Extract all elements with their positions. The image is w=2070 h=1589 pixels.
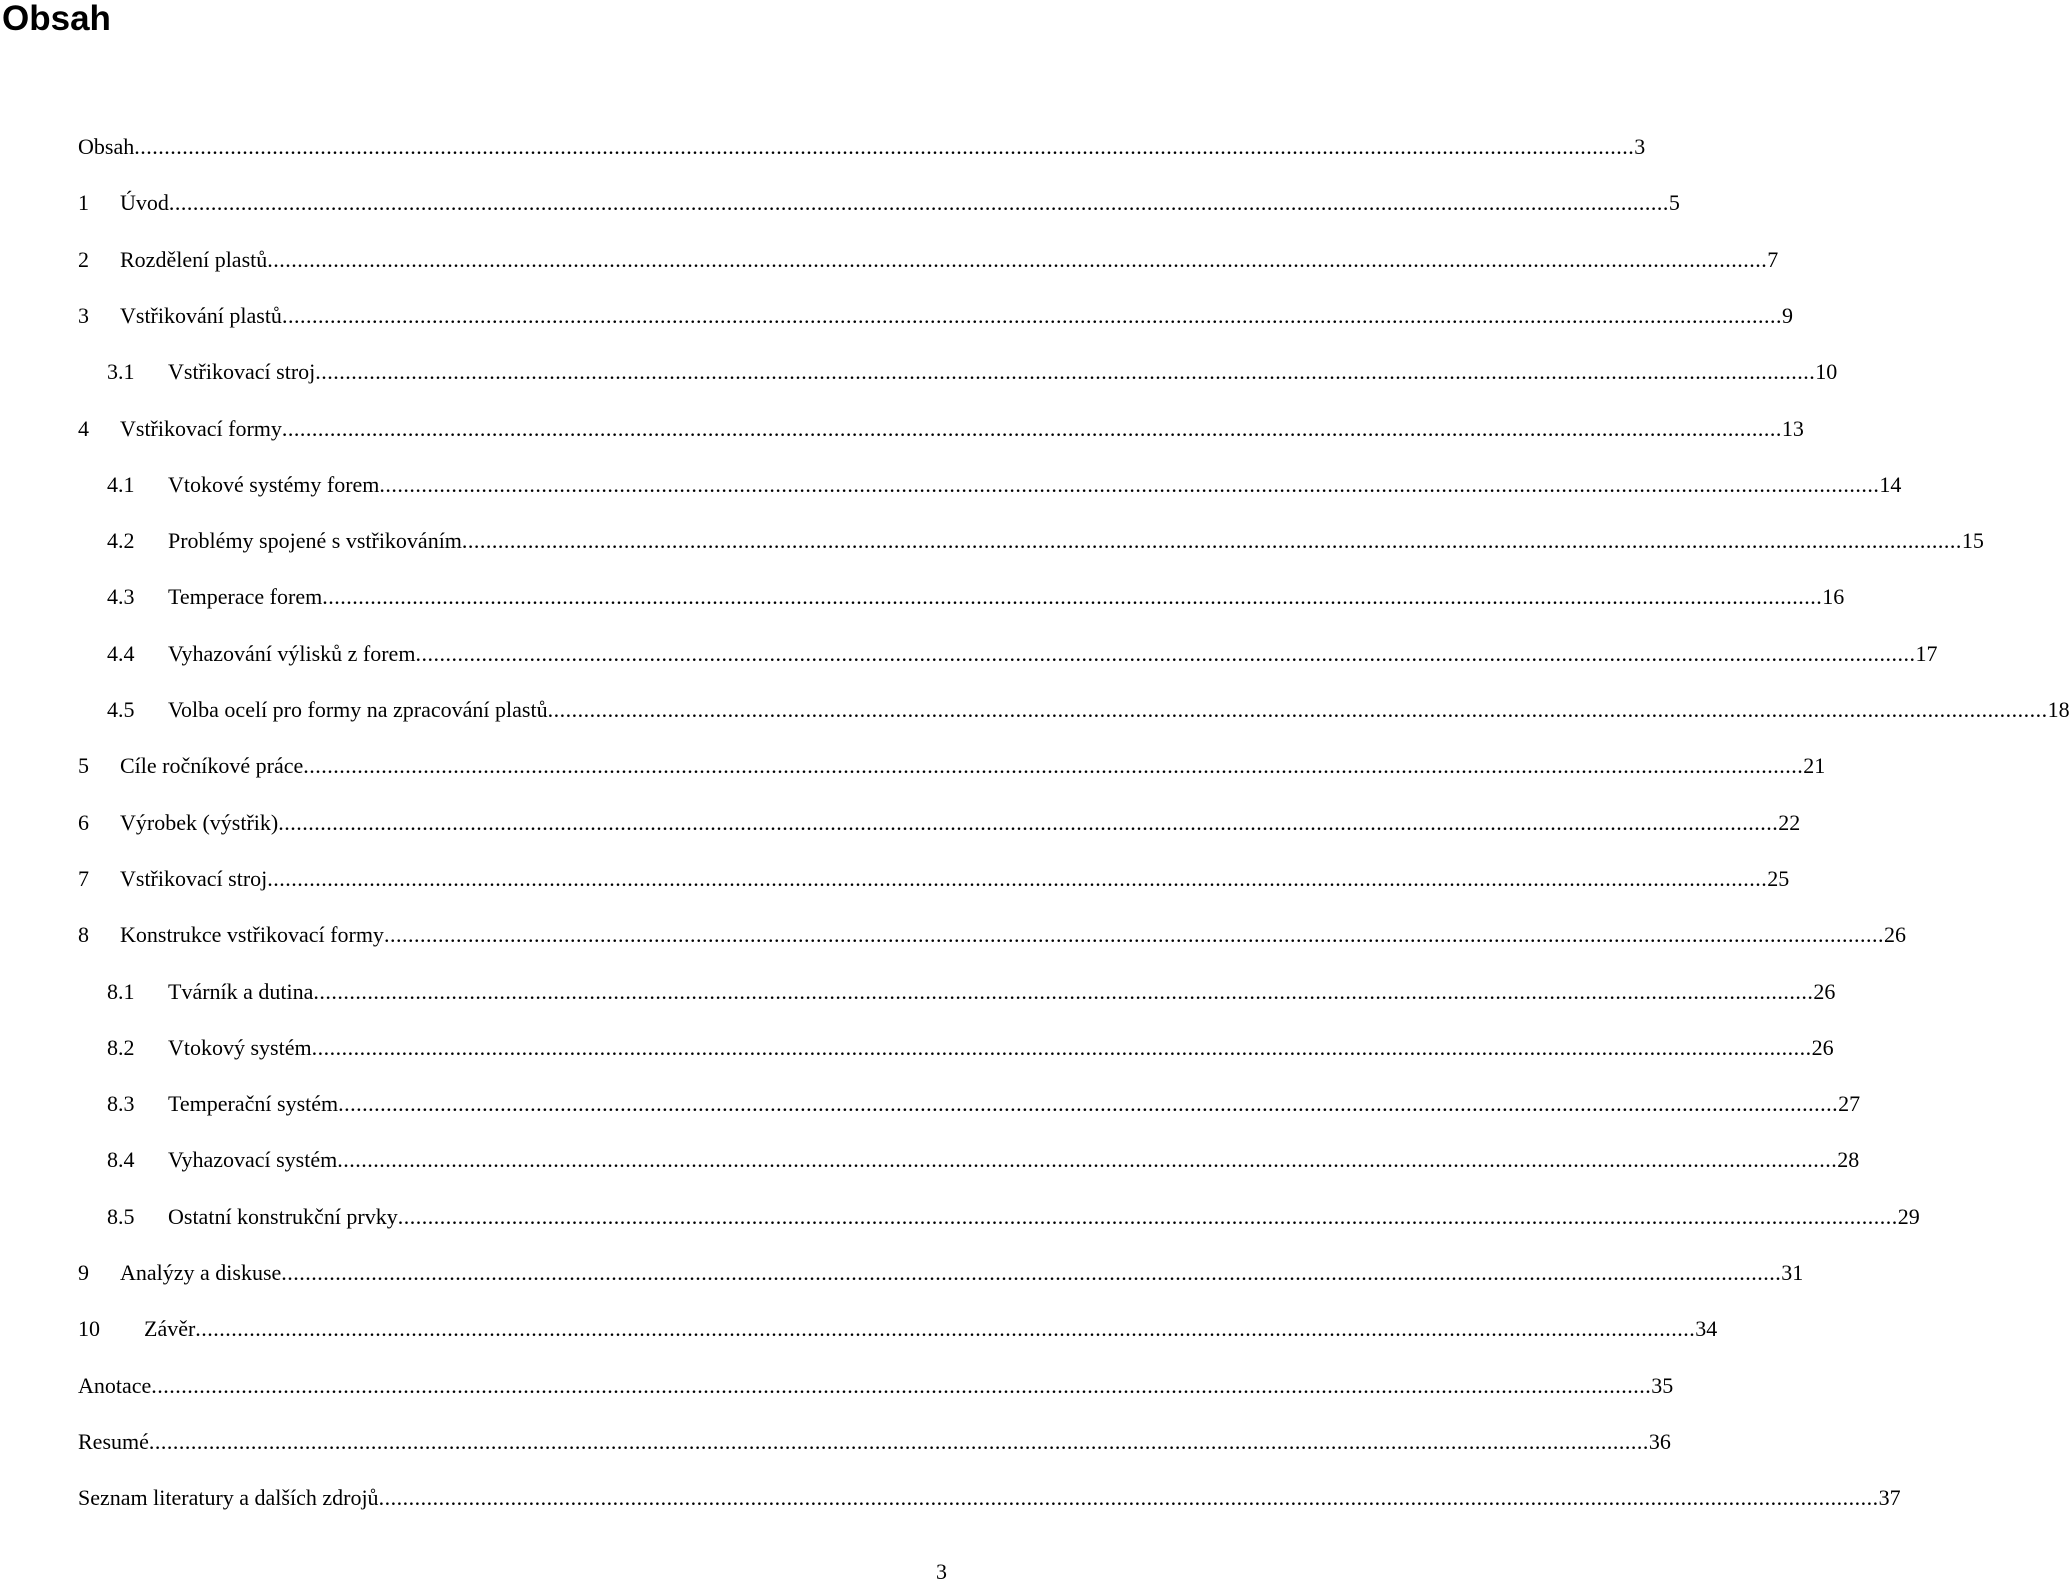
page-number: 3 [936, 1559, 947, 1584]
toc-entry-page: 37 [1878, 1485, 1901, 1510]
toc-dot-leader: .......................................................................................................................................................................................................................................................... [281, 1260, 1782, 1285]
toc-entry[interactable] [78, 808, 1801, 838]
toc-dot-leader: .......................................................................................................................................................................................................................................................... [397, 1204, 1898, 1229]
toc-entry-number: 8.2 [107, 1035, 135, 1060]
toc-entry-number: 5 [78, 753, 89, 778]
toc-entry[interactable] [107, 526, 1984, 556]
toc-entry-page: 31 [1781, 1260, 1804, 1285]
toc-entry[interactable] [78, 245, 1779, 275]
toc-entry[interactable] [107, 357, 1838, 387]
toc-entry-number: 2 [78, 247, 89, 272]
toc-dot-leader: .......................................................................................................................................................................................................................................................... [337, 1147, 1838, 1172]
toc-entry-title: Vyhazovací systém [168, 1147, 338, 1172]
toc-entry-page: 26 [1813, 979, 1836, 1004]
toc-dot-leader: .......................................................................................................................................................................................................................................................... [134, 134, 1635, 159]
toc-dot-leader: .......................................................................................................................................................................................................................................................... [315, 359, 1816, 384]
toc-entry-page: 10 [1815, 359, 1838, 384]
toc-entry-page: 34 [1695, 1316, 1718, 1341]
toc-entry-title: Seznam literatury a dalších zdrojů [78, 1485, 379, 1510]
toc-entry-page: 13 [1781, 416, 1804, 441]
toc-entry-number: 8.4 [107, 1147, 135, 1172]
toc-entry[interactable] [78, 1314, 1718, 1344]
toc-dot-leader: .......................................................................................................................................................................................................................................................... [278, 810, 1779, 835]
toc-entry-page: 29 [1897, 1204, 1920, 1229]
toc-dot-leader: .......................................................................................................................................................................................................................................................... [267, 866, 1768, 891]
toc-entry-page: 21 [1803, 753, 1826, 778]
toc-entry-number: 4.3 [107, 584, 135, 609]
toc-entry-page: 27 [1838, 1091, 1861, 1116]
toc-dot-leader: .......................................................................................................................................................................................................................................................... [338, 1091, 1839, 1116]
toc-entry-title: Tvárník a dutina [168, 979, 314, 1004]
toc-entry[interactable] [107, 470, 1902, 500]
toc-dot-leader: .......................................................................................................................................................................................................................................................... [148, 1429, 1649, 1454]
toc-dot-leader: .......................................................................................................................................................................................................................................................... [151, 1373, 1652, 1398]
toc-entry[interactable] [78, 414, 1804, 444]
toc-dot-leader: .......................................................................................................................................................................................................................................................... [383, 922, 1884, 947]
toc-entry-number: 4 [78, 416, 89, 441]
toc-dot-leader: .......................................................................................................................................................................................................................................................... [547, 697, 2048, 722]
page-title: Obsah [2, 0, 111, 38]
toc-entry-title: Volba ocelí pro formy na zpracování plastů [168, 697, 548, 722]
toc-entry-page: 5 [1668, 190, 1680, 215]
toc-dot-leader: .......................................................................................................................................................................................................................................................... [281, 303, 1782, 328]
toc-entry-title: Konstrukce vstřikovací formy [120, 922, 384, 947]
toc-entry[interactable] [107, 639, 1938, 669]
toc-dot-leader: .......................................................................................................................................................................................................................................................... [313, 979, 1814, 1004]
toc-entry-title: Resumé [78, 1429, 149, 1454]
toc-dot-leader: .......................................................................................................................................................................................................................................................... [415, 641, 1916, 666]
toc-entry-number: 10 [78, 1316, 100, 1341]
toc-entry[interactable] [107, 1033, 1834, 1063]
toc-entry-title: Temperační systém [168, 1091, 339, 1116]
toc-entry-title: Vstřikovací formy [120, 416, 282, 441]
toc-entry-page: 3 [1634, 134, 1646, 159]
toc-entry-page: 18 [2047, 697, 2070, 722]
toc-entry[interactable] [107, 1089, 1861, 1119]
toc-entry-page: 36 [1648, 1429, 1671, 1454]
toc-entry[interactable] [78, 1258, 1804, 1288]
toc-dot-leader: .......................................................................................................................................................................................................................................................... [379, 472, 1880, 497]
toc-entry-number: 3.1 [107, 359, 135, 384]
toc-entry-title: Ostatní konstrukční prvky [168, 1204, 398, 1229]
toc-entry-title: Vstřikovací stroj [168, 359, 316, 384]
toc-entry-page: 25 [1767, 866, 1790, 891]
toc-entry-number: 7 [78, 866, 89, 891]
toc-entry[interactable] [78, 864, 1790, 894]
toc-dot-leader: .......................................................................................................................................................................................................................................................... [168, 190, 1669, 215]
toc-entry-page: 9 [1781, 303, 1793, 328]
toc-entry[interactable] [78, 301, 1793, 331]
toc-entry[interactable] [78, 1427, 1671, 1457]
toc-entry-number: 4.5 [107, 697, 135, 722]
toc-entry[interactable] [78, 1371, 1674, 1401]
toc-entry[interactable] [107, 977, 1836, 1007]
toc-entry[interactable] [78, 188, 1680, 218]
toc-entry-page: 28 [1837, 1147, 1860, 1172]
toc-dot-leader: .......................................................................................................................................................................................................................................................... [378, 1485, 1879, 1510]
toc-dot-leader: .......................................................................................................................................................................................................................................................... [195, 1316, 1696, 1341]
toc-entry-page: 14 [1879, 472, 1902, 497]
toc-entry-title: Obsah [78, 134, 135, 159]
toc-entry-title: Úvod [120, 190, 169, 215]
toc-dot-leader: .......................................................................................................................................................................................................................................................... [311, 1035, 1812, 1060]
toc-entry-page: 22 [1778, 810, 1801, 835]
toc-entry-title: Cíle ročníkové práce [120, 753, 304, 778]
toc-entry-number: 1 [78, 190, 89, 215]
toc-entry-number: 8.3 [107, 1091, 135, 1116]
toc-entry-title: Analýzy a diskuse [120, 1260, 282, 1285]
toc-dot-leader: .......................................................................................................................................................................................................................................................... [461, 528, 1962, 553]
toc-entry[interactable] [78, 920, 1906, 950]
toc-entry-title: Vtokové systémy forem [168, 472, 380, 497]
toc-entry-number: 3 [78, 303, 89, 328]
toc-entry[interactable] [78, 132, 1646, 162]
toc-entry-title: Výrobek (výstřik) [120, 810, 279, 835]
toc-entry-title: Anotace [78, 1373, 152, 1398]
toc-entry-page: 7 [1767, 247, 1779, 272]
toc-entry-page: 26 [1811, 1035, 1834, 1060]
toc-dot-leader: .......................................................................................................................................................................................................................................................... [267, 247, 1768, 272]
toc-entry-number: 8.1 [107, 979, 135, 1004]
toc-entry[interactable] [107, 695, 2070, 725]
toc-entry-number: 8 [78, 922, 89, 947]
toc-entry-title: Problémy spojené s vstřikováním [168, 528, 462, 553]
toc-entry-page: 17 [1915, 641, 1938, 666]
toc-entry[interactable] [107, 582, 1845, 612]
toc-entry-title: Vstřikování plastů [120, 303, 282, 328]
toc-entry-number: 9 [78, 1260, 89, 1285]
toc-entry-number: 4.1 [107, 472, 135, 497]
toc-entry-title: Vstřikovací stroj [120, 866, 268, 891]
toc-entry-title: Závěr [144, 1316, 196, 1341]
toc-entry-title: Rozdělení plastů [120, 247, 268, 272]
toc-entry-number: 8.5 [107, 1204, 135, 1229]
toc-entry-page: 26 [1883, 922, 1906, 947]
toc-entry-page: 35 [1651, 1373, 1674, 1398]
toc-dot-leader: .......................................................................................................................................................................................................................................................... [303, 753, 1804, 778]
toc-dot-leader: .......................................................................................................................................................................................................................................................... [322, 584, 1823, 609]
toc-entry-number: 6 [78, 810, 89, 835]
toc-entry[interactable] [107, 1145, 1860, 1175]
toc-entry-number: 4.4 [107, 641, 135, 666]
toc-entry[interactable] [78, 751, 1826, 781]
toc-entry-number: 4.2 [107, 528, 135, 553]
toc-entry-title: Vtokový systém [168, 1035, 312, 1060]
toc-entry[interactable] [78, 1483, 1901, 1513]
toc-entry-page: 15 [1961, 528, 1984, 553]
toc-entry-title: Vyhazování výlisků z forem [168, 641, 416, 666]
toc-dot-leader: .......................................................................................................................................................................................................................................................... [281, 416, 1782, 441]
toc-entry-page: 16 [1822, 584, 1845, 609]
toc-entry[interactable] [107, 1202, 1920, 1232]
toc-entry-title: Temperace forem [168, 584, 323, 609]
